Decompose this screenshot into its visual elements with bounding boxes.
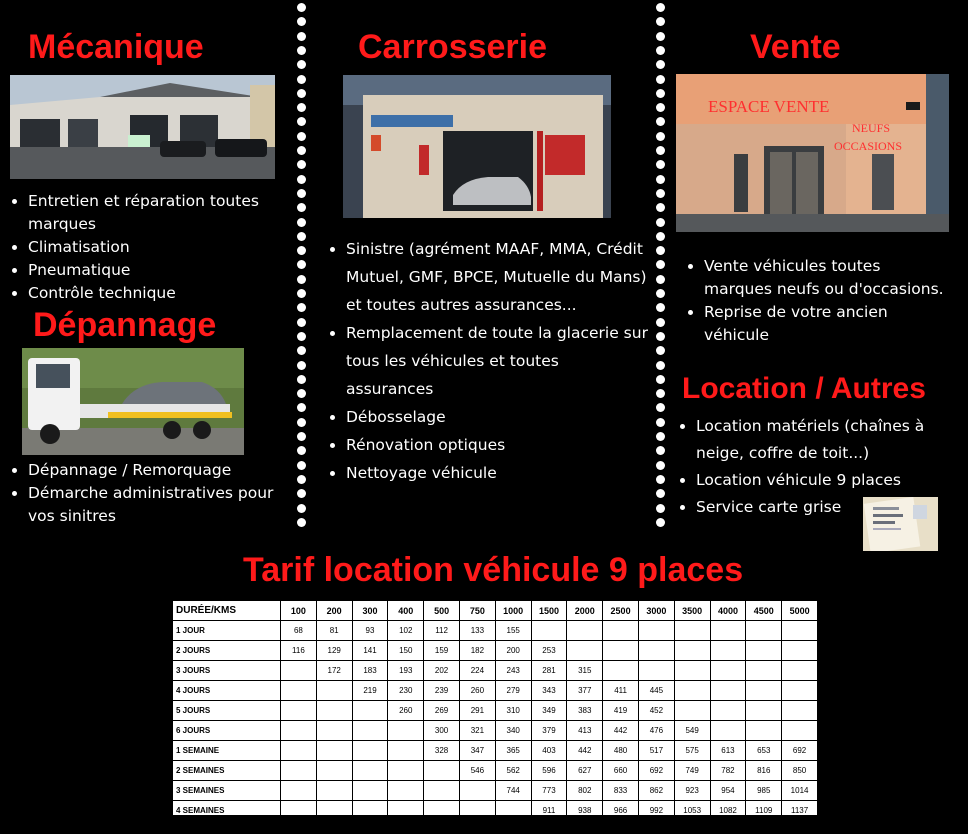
carrosserie-photo [343, 75, 611, 218]
row-label: 3 JOURS [173, 661, 281, 681]
separator-dot [297, 60, 306, 69]
price-cell [388, 741, 424, 761]
separator-dot [297, 103, 306, 112]
list-item: Reprise de votre ancien véhicule [686, 301, 948, 347]
price-cell [746, 681, 782, 701]
list-item: Sinistre (agrément MAAF, MMA, Crédit Mutuel, GMF, BPCE, Mutuelle du Mans) et toutes autres assurances... [328, 235, 648, 319]
separator-dot [297, 518, 306, 527]
price-cell [281, 761, 317, 781]
price-cell: 230 [388, 681, 424, 701]
neufs-sign: NEUFS [852, 121, 891, 135]
price-cell: 782 [710, 761, 746, 781]
price-cell [388, 761, 424, 781]
column-header-km: 4500 [746, 601, 782, 621]
row-label: 4 JOURS [173, 681, 281, 701]
separator-dot [656, 504, 665, 513]
price-cell: 802 [567, 781, 603, 801]
separator-dot [297, 289, 306, 298]
separator-dot [297, 432, 306, 441]
separator-dot [297, 489, 306, 498]
separator-dot [656, 475, 665, 484]
separator-dot [297, 275, 306, 284]
separator-dot [656, 32, 665, 41]
list-item: Location véhicule 9 places [678, 467, 936, 494]
separator-dot [297, 232, 306, 241]
carrosserie-list [328, 235, 648, 487]
price-cell: 1053 [674, 801, 710, 821]
price-cell: 193 [388, 661, 424, 681]
separator-dot [656, 203, 665, 212]
occasions-sign: OCCASIONS [834, 139, 903, 153]
price-cell: 377 [567, 681, 603, 701]
table-row [173, 661, 818, 681]
location-list [678, 413, 936, 521]
price-cell [352, 761, 388, 781]
price-cell: 613 [710, 741, 746, 761]
separator-dot [656, 389, 665, 398]
price-cell [746, 661, 782, 681]
separator-dot [297, 132, 306, 141]
separator-dot [656, 103, 665, 112]
price-cell [746, 621, 782, 641]
column-header-km: 300 [352, 601, 388, 621]
price-cell: 452 [638, 701, 674, 721]
price-cell: 966 [603, 801, 639, 821]
price-cell: 260 [388, 701, 424, 721]
column-header-km: 4000 [710, 601, 746, 621]
price-cell: 300 [424, 721, 460, 741]
tarif-title: Tarif location véhicule 9 places [243, 551, 744, 589]
price-cell [495, 801, 531, 821]
separator-dot [297, 504, 306, 513]
table-row [173, 681, 818, 701]
separator-dot [656, 146, 665, 155]
price-cell: 315 [567, 661, 603, 681]
separator-dot [656, 189, 665, 198]
price-cell [424, 781, 460, 801]
price-cell: 692 [782, 741, 818, 761]
separator-dot [297, 3, 306, 12]
row-label: 1 JOUR [173, 621, 281, 641]
price-cell [710, 681, 746, 701]
column-header-km: 100 [281, 601, 317, 621]
price-cell [352, 701, 388, 721]
price-cell: 480 [603, 741, 639, 761]
price-cell: 141 [352, 641, 388, 661]
price-cell: 660 [603, 761, 639, 781]
row-label: 1 SEMAINE [173, 741, 281, 761]
price-cell [352, 721, 388, 741]
price-cell: 419 [603, 701, 639, 721]
separator-dot [656, 17, 665, 26]
separator-dot [297, 189, 306, 198]
price-cell: 347 [459, 741, 495, 761]
price-cell: 1109 [746, 801, 782, 821]
price-cell: 992 [638, 801, 674, 821]
tow-truck-photo [22, 348, 244, 455]
price-cell [316, 741, 352, 761]
row-label: 2 SEMAINES [173, 761, 281, 781]
price-cell: 627 [567, 761, 603, 781]
separator-dot [656, 260, 665, 269]
price-cell: 260 [459, 681, 495, 701]
separator-dot [656, 332, 665, 341]
price-cell: 310 [495, 701, 531, 721]
column-header-km: 2500 [603, 601, 639, 621]
price-cell: 219 [352, 681, 388, 701]
separator-dot [297, 32, 306, 41]
price-cell [316, 761, 352, 781]
price-cell: 343 [531, 681, 567, 701]
column-header-km: 1500 [531, 601, 567, 621]
separator-dot [656, 89, 665, 98]
price-cell: 239 [424, 681, 460, 701]
separator-dot [656, 489, 665, 498]
table-row [173, 781, 818, 801]
price-cell [603, 621, 639, 641]
separator-dot [656, 289, 665, 298]
separator-dot [656, 403, 665, 412]
separator-dot [656, 375, 665, 384]
price-cell: 224 [459, 661, 495, 681]
list-item: Débosselage [328, 403, 648, 431]
list-item: Démarche administratives pour vos sinitres [10, 482, 285, 528]
price-cell: 253 [531, 641, 567, 661]
price-cell: 985 [746, 781, 782, 801]
price-cell [710, 701, 746, 721]
separator-dot [297, 375, 306, 384]
separator-dot [297, 475, 306, 484]
price-cell [746, 701, 782, 721]
separator-dot [656, 361, 665, 370]
price-cell [459, 781, 495, 801]
separator-dot [297, 318, 306, 327]
price-cell: 773 [531, 781, 567, 801]
column-header-km: 500 [424, 601, 460, 621]
price-cell: 445 [638, 681, 674, 701]
list-item: Location matériels (chaînes à neige, coffre de toit...) [678, 413, 936, 467]
separator-dot [297, 246, 306, 255]
price-cell: 172 [316, 661, 352, 681]
price-cell: 379 [531, 721, 567, 741]
price-cell [674, 661, 710, 681]
price-cell: 112 [424, 621, 460, 641]
price-cell [782, 721, 818, 741]
price-cell [782, 621, 818, 641]
espace-vente-photo [676, 74, 949, 232]
price-cell [782, 701, 818, 721]
price-cell [352, 781, 388, 801]
price-cell: 68 [281, 621, 317, 641]
separator-dot [656, 303, 665, 312]
price-cell [567, 621, 603, 641]
price-cell [674, 621, 710, 641]
separator-dot [656, 418, 665, 427]
row-label: 5 JOURS [173, 701, 281, 721]
price-cell [388, 801, 424, 821]
list-item: Service carte grise [678, 494, 866, 521]
price-cell: 911 [531, 801, 567, 821]
price-cell [638, 661, 674, 681]
table-row [173, 761, 818, 781]
price-cell: 202 [424, 661, 460, 681]
list-item: Nettoyage véhicule [328, 459, 648, 487]
price-cell [424, 801, 460, 821]
row-label: 3 SEMAINES [173, 781, 281, 801]
separator-dot [656, 218, 665, 227]
price-cell: 349 [531, 701, 567, 721]
price-cell [710, 641, 746, 661]
price-cell [316, 701, 352, 721]
price-cell: 517 [638, 741, 674, 761]
separator-dot [297, 461, 306, 470]
price-cell [782, 681, 818, 701]
column-header-duration: DURÉE/KMS [173, 601, 281, 621]
price-cell: 93 [352, 621, 388, 641]
price-cell [388, 721, 424, 741]
price-cell [782, 641, 818, 661]
price-cell [424, 761, 460, 781]
table-row [173, 641, 818, 661]
list-item: Climatisation [10, 236, 280, 259]
price-cell [388, 781, 424, 801]
price-cell: 403 [531, 741, 567, 761]
separator-dot [656, 160, 665, 169]
separator-dot [656, 175, 665, 184]
price-cell: 850 [782, 761, 818, 781]
price-cell [710, 621, 746, 641]
price-cell [459, 801, 495, 821]
separator-dot [297, 117, 306, 126]
row-label: 4 SEMAINES [173, 801, 281, 821]
separator-dots-right [656, 0, 666, 525]
separator-dot [297, 175, 306, 184]
price-cell: 1137 [782, 801, 818, 821]
separator-dot [297, 75, 306, 84]
separator-dot [297, 389, 306, 398]
price-cell: 81 [316, 621, 352, 641]
column-header-km: 3500 [674, 601, 710, 621]
price-cell: 954 [710, 781, 746, 801]
price-cell: 269 [424, 701, 460, 721]
column-header-km: 2000 [567, 601, 603, 621]
price-cell: 155 [495, 621, 531, 641]
price-cell [281, 741, 317, 761]
price-cell: 938 [567, 801, 603, 821]
price-cell [746, 721, 782, 741]
separator-dot [297, 303, 306, 312]
price-cell [281, 661, 317, 681]
table-row [173, 621, 818, 641]
price-cell: 575 [674, 741, 710, 761]
list-item: Rénovation optiques [328, 431, 648, 459]
column-header-km: 1000 [495, 601, 531, 621]
price-cell: 692 [638, 761, 674, 781]
price-cell: 200 [495, 641, 531, 661]
price-cell: 182 [459, 641, 495, 661]
separator-dot [656, 446, 665, 455]
list-item: Contrôle technique [10, 282, 280, 305]
separator-dot [656, 432, 665, 441]
price-cell [281, 721, 317, 741]
separator-dot [297, 260, 306, 269]
list-item: Vente véhicules toutes marques neufs ou d'occasions. [686, 255, 948, 301]
title-depannage: Dépannage [33, 306, 217, 344]
mecanique-list [10, 190, 280, 305]
price-cell [710, 661, 746, 681]
list-item: Dépannage / Remorquage [10, 459, 285, 482]
price-cell: 816 [746, 761, 782, 781]
price-cell: 321 [459, 721, 495, 741]
list-item: Remplacement de toute la glacerie sur tous les véhicules et toutes assurances [328, 319, 648, 403]
price-cell: 596 [531, 761, 567, 781]
list-item: Entretien et réparation toutes marques [10, 190, 280, 236]
separator-dot [297, 218, 306, 227]
price-cell [316, 781, 352, 801]
price-cell: 562 [495, 761, 531, 781]
column-header-km: 3000 [638, 601, 674, 621]
title-mecanique: Mécanique [28, 28, 204, 66]
table-row [173, 741, 818, 761]
separator-dot [656, 346, 665, 355]
price-cell [782, 661, 818, 681]
price-cell [603, 661, 639, 681]
price-cell: 442 [603, 721, 639, 741]
depannage-list [10, 459, 285, 528]
separator-dot [656, 117, 665, 126]
price-cell [603, 641, 639, 661]
price-cell: 129 [316, 641, 352, 661]
separator-dot [297, 332, 306, 341]
price-cell [352, 741, 388, 761]
price-cell: 923 [674, 781, 710, 801]
price-cell: 744 [495, 781, 531, 801]
price-cell [352, 801, 388, 821]
price-cell: 279 [495, 681, 531, 701]
price-cell [281, 781, 317, 801]
price-cell: 281 [531, 661, 567, 681]
table-header-row [173, 601, 818, 621]
price-cell: 243 [495, 661, 531, 681]
separator-dot [297, 17, 306, 26]
separator-dot [297, 346, 306, 355]
price-cell [674, 641, 710, 661]
price-cell [567, 641, 603, 661]
vente-list [686, 255, 948, 347]
price-cell [638, 641, 674, 661]
separator-dot [297, 361, 306, 370]
table-row [173, 701, 818, 721]
price-cell: 411 [603, 681, 639, 701]
price-cell [710, 721, 746, 741]
column-header-km: 200 [316, 601, 352, 621]
tarif-table [172, 600, 818, 815]
price-cell: 150 [388, 641, 424, 661]
price-cell: 133 [459, 621, 495, 641]
price-cell: 549 [674, 721, 710, 741]
price-cell: 862 [638, 781, 674, 801]
row-label: 6 JOURS [173, 721, 281, 741]
table-row [173, 801, 818, 821]
separator-dot [297, 46, 306, 55]
title-location: Location / Autres [682, 372, 926, 405]
price-cell: 476 [638, 721, 674, 741]
separator-dot [656, 132, 665, 141]
column-header-km: 400 [388, 601, 424, 621]
price-cell: 1082 [710, 801, 746, 821]
espace-vente-sign: ESPACE VENTE [708, 97, 830, 116]
title-vente: Vente [750, 28, 841, 66]
price-cell: 328 [424, 741, 460, 761]
separator-dot [656, 318, 665, 327]
price-cell [281, 681, 317, 701]
price-cell: 413 [567, 721, 603, 741]
price-cell [674, 701, 710, 721]
price-cell [281, 801, 317, 821]
separator-dot [297, 89, 306, 98]
price-cell: 833 [603, 781, 639, 801]
price-cell [316, 801, 352, 821]
price-cell [746, 641, 782, 661]
price-cell: 1014 [782, 781, 818, 801]
price-cell [316, 721, 352, 741]
price-cell: 102 [388, 621, 424, 641]
price-cell: 159 [424, 641, 460, 661]
price-cell: 183 [352, 661, 388, 681]
separator-dot [297, 418, 306, 427]
price-cell [531, 621, 567, 641]
price-cell: 365 [495, 741, 531, 761]
separator-dot [297, 403, 306, 412]
list-item: Pneumatique [10, 259, 280, 282]
separator-dot [656, 461, 665, 470]
price-cell [638, 621, 674, 641]
separator-dots-left [297, 0, 307, 525]
separator-dot [297, 146, 306, 155]
price-cell: 546 [459, 761, 495, 781]
price-cell: 340 [495, 721, 531, 741]
price-cell: 653 [746, 741, 782, 761]
separator-dot [656, 3, 665, 12]
separator-dot [656, 518, 665, 527]
column-header-km: 750 [459, 601, 495, 621]
price-cell: 116 [281, 641, 317, 661]
row-label: 2 JOURS [173, 641, 281, 661]
price-cell [674, 681, 710, 701]
price-cell [281, 701, 317, 721]
price-cell: 291 [459, 701, 495, 721]
price-cell: 383 [567, 701, 603, 721]
separator-dot [297, 203, 306, 212]
separator-dot [656, 246, 665, 255]
title-carrosserie: Carrosserie [358, 28, 548, 66]
separator-dot [656, 275, 665, 284]
separator-dot [297, 160, 306, 169]
table-row [173, 721, 818, 741]
price-cell: 749 [674, 761, 710, 781]
separator-dot [656, 46, 665, 55]
price-cell [316, 681, 352, 701]
column-header-km: 5000 [782, 601, 818, 621]
separator-dot [656, 75, 665, 84]
separator-dot [656, 232, 665, 241]
separator-dot [297, 446, 306, 455]
separator-dot [656, 60, 665, 69]
garage-photo [10, 75, 275, 179]
price-cell: 442 [567, 741, 603, 761]
